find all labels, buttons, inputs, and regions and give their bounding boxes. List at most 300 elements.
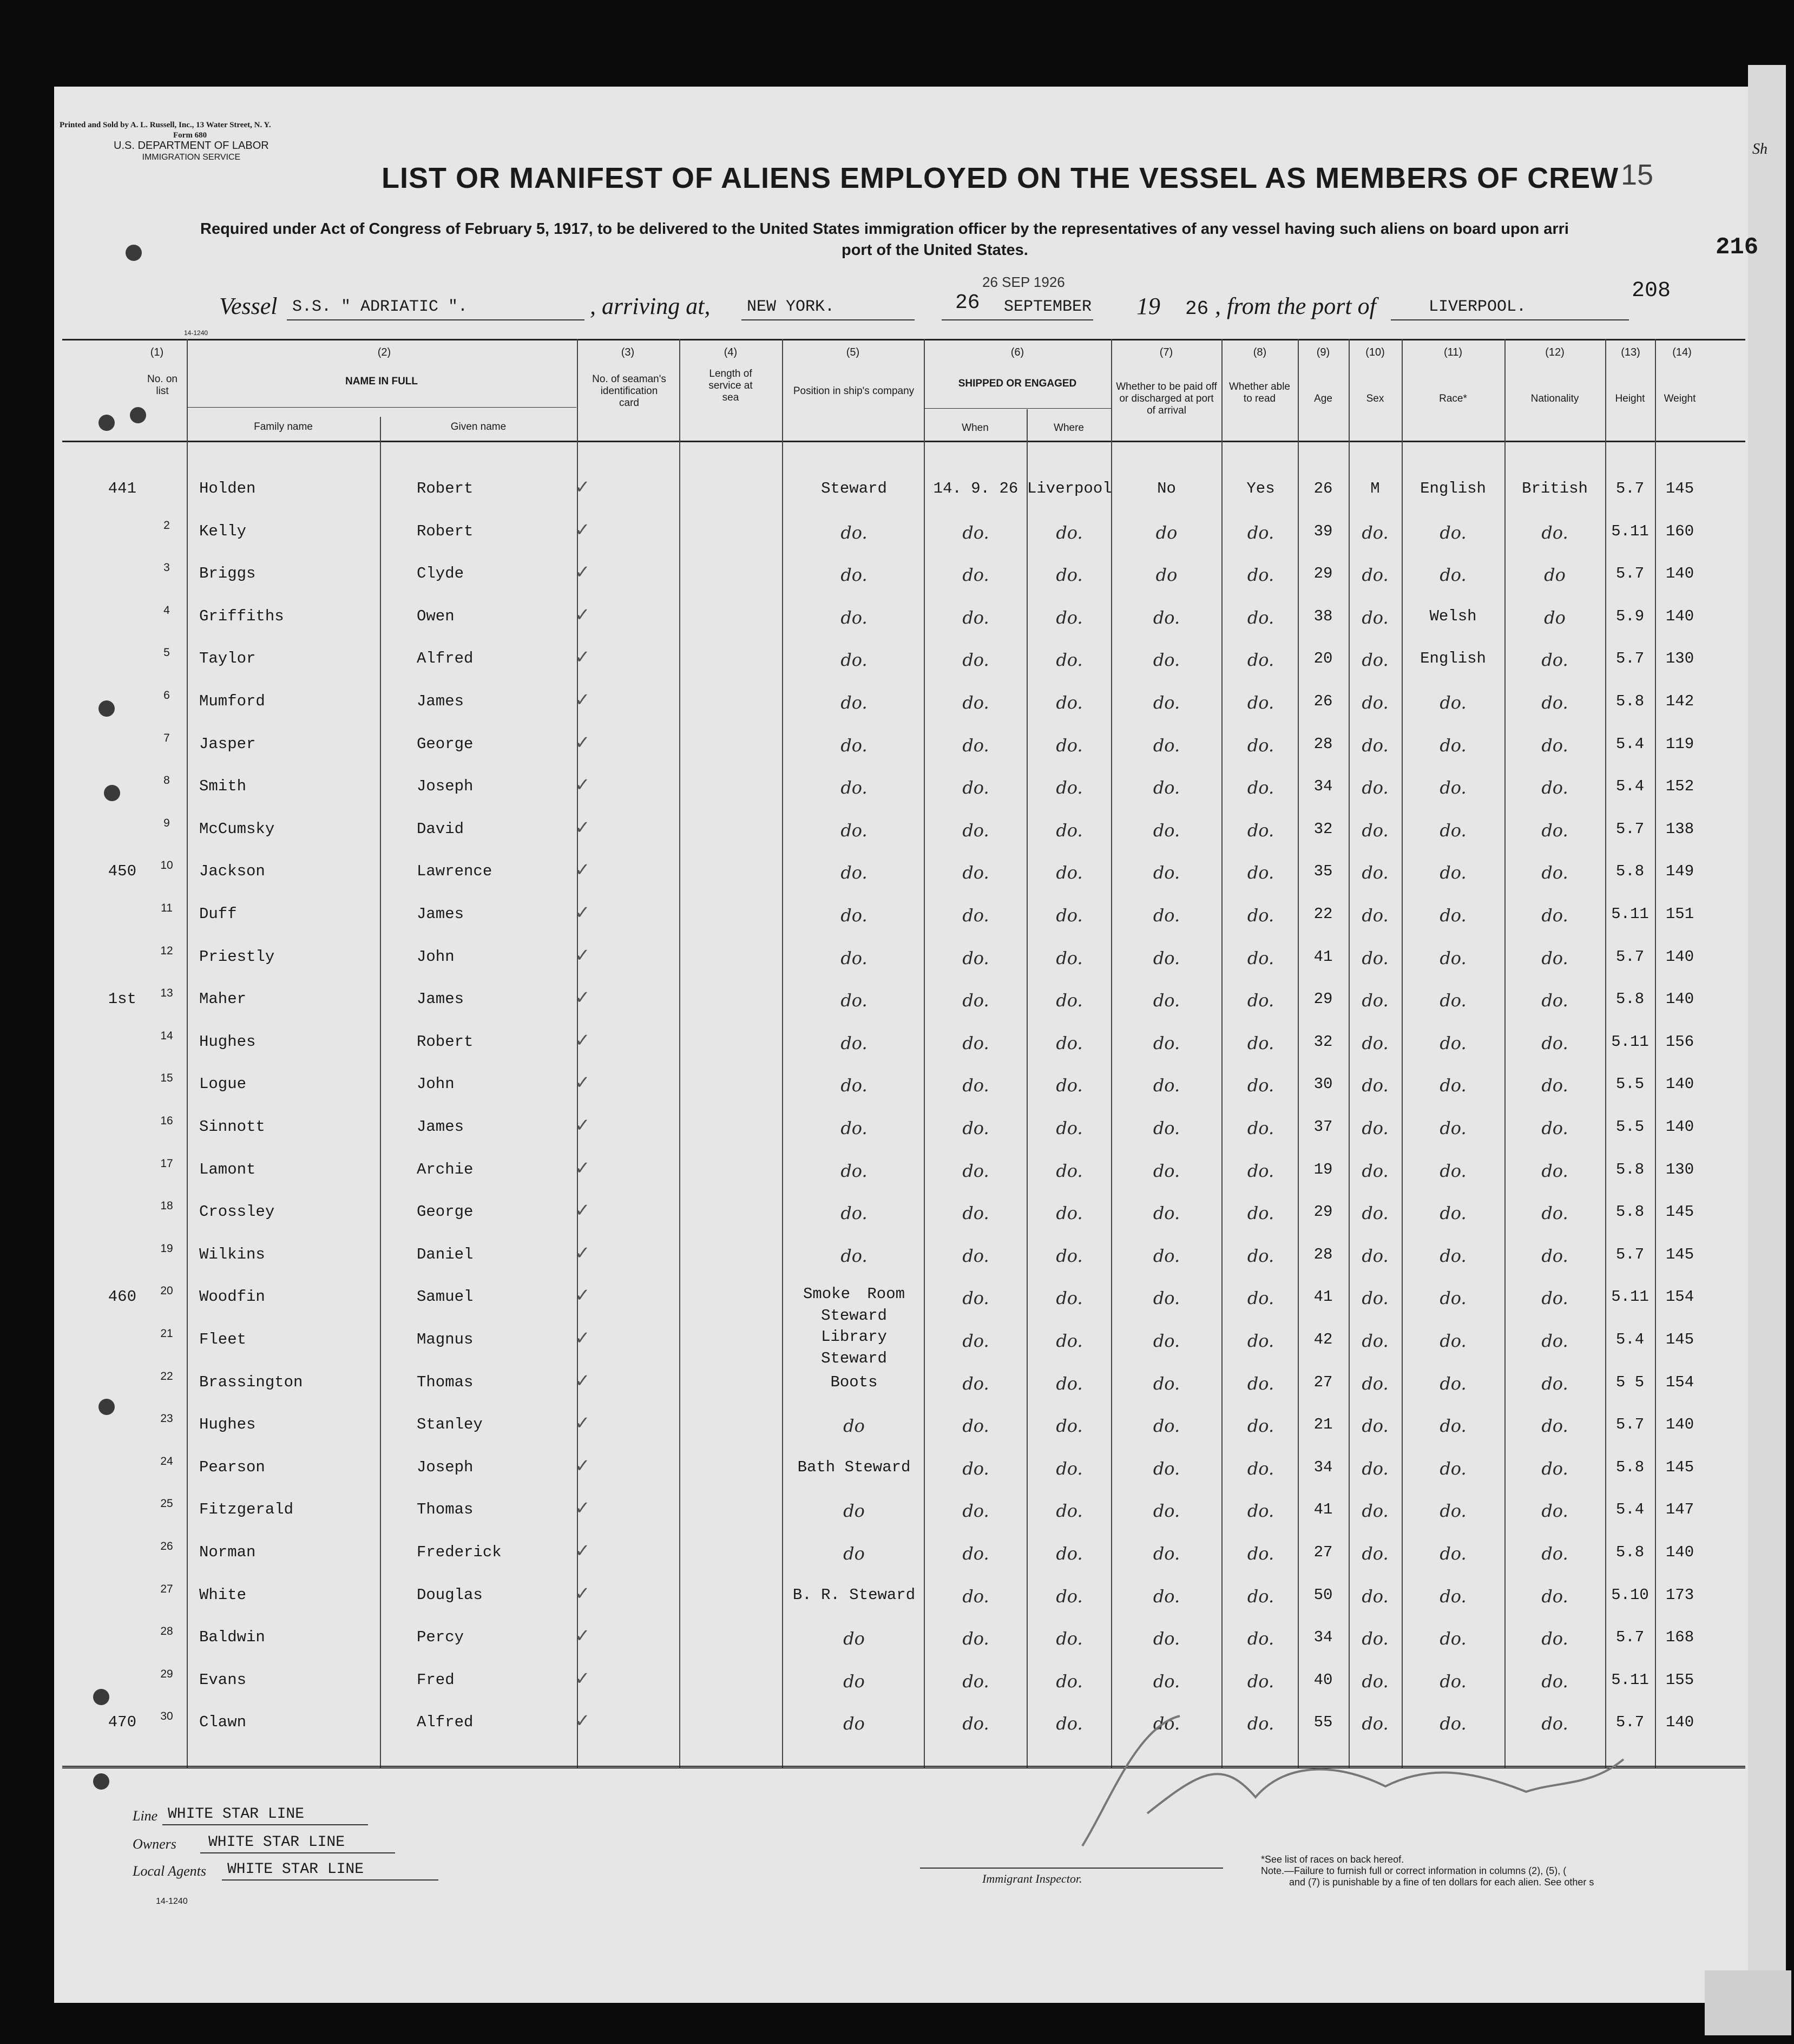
check-mark-icon: ✓ xyxy=(575,1030,590,1051)
able-to-read: do. xyxy=(1247,1203,1274,1224)
weight: 140 xyxy=(1665,1075,1694,1093)
family-name: Sinnott xyxy=(199,1118,265,1136)
shipped-when: do. xyxy=(962,565,989,586)
ship-position: do. xyxy=(840,947,868,968)
weight: 155 xyxy=(1665,1670,1694,1689)
age: 19 xyxy=(1313,1160,1333,1178)
able-to-read: Yes xyxy=(1246,480,1275,497)
row-number: 16 xyxy=(160,1115,173,1127)
check-mark-icon: ✓ xyxy=(575,817,590,838)
row-number: 15 xyxy=(160,1072,173,1085)
shipped-where: do. xyxy=(1056,1160,1083,1181)
row-number: 6 xyxy=(163,689,170,702)
height: 5.8 xyxy=(1615,990,1645,1008)
sex: do. xyxy=(1362,1373,1389,1394)
able-to-read: do. xyxy=(1247,1458,1274,1479)
shipped-when: do. xyxy=(962,820,989,841)
paid-off: do. xyxy=(1153,1203,1180,1224)
table-row xyxy=(0,1157,1794,1204)
shipped-where: do. xyxy=(1056,1288,1083,1309)
check-mark-icon: ✓ xyxy=(575,690,590,710)
punch-hole xyxy=(98,415,115,431)
header-paid-off: Whether to be paid off or discharged at port of arrival xyxy=(1116,381,1217,416)
check-mark-icon: ✓ xyxy=(575,775,590,796)
row-number: 4 xyxy=(163,604,170,617)
inspector-signature xyxy=(1061,1705,1634,1868)
nationality: do. xyxy=(1541,1458,1568,1479)
race: do. xyxy=(1440,862,1467,883)
check-mark-icon: ✓ xyxy=(575,1073,590,1093)
able-to-read: do. xyxy=(1247,1628,1274,1649)
family-name: Hughes xyxy=(199,1416,256,1434)
shipped-when: do. xyxy=(962,1075,989,1096)
row-number: 8 xyxy=(163,774,170,787)
table-row xyxy=(0,1327,1794,1374)
table-row xyxy=(0,859,1794,906)
ship-position: do xyxy=(843,1628,865,1649)
shipped-where: do. xyxy=(1056,1245,1083,1266)
nationality: do. xyxy=(1541,1118,1568,1138)
height: 5.7 xyxy=(1615,1628,1645,1647)
sex: do. xyxy=(1362,1245,1389,1266)
subtitle: Required under Act of Congress of February 5, 1917, to be delivered to the United States immigration officer by the representatives of any vessel having such aliens on board upon arri xyxy=(200,220,1569,238)
race: do. xyxy=(1440,820,1467,841)
from-port-label: , from the port of xyxy=(1215,293,1376,319)
given-name: Stanley xyxy=(417,1416,483,1434)
shipped-when: do. xyxy=(962,947,989,968)
age: 30 xyxy=(1313,1075,1333,1093)
nationality: do. xyxy=(1541,777,1568,798)
paid-off: do. xyxy=(1153,1331,1180,1351)
weight: 140 xyxy=(1665,607,1694,625)
able-to-read: do. xyxy=(1247,777,1274,798)
race: do. xyxy=(1440,1713,1467,1734)
sex: do. xyxy=(1362,1501,1389,1522)
table-row xyxy=(0,1625,1794,1672)
age: 21 xyxy=(1313,1416,1333,1434)
able-to-read: do. xyxy=(1247,1586,1274,1607)
department-name: U.S. DEPARTMENT OF LABOR xyxy=(114,140,269,152)
height: 5.11 xyxy=(1611,1288,1649,1306)
table-row xyxy=(0,689,1794,736)
sex: do. xyxy=(1362,607,1389,628)
shipped-where: do. xyxy=(1056,1501,1083,1522)
from-port: LIVERPOOL. xyxy=(1429,298,1527,316)
shipped-where: do. xyxy=(1056,990,1083,1011)
page-number: 216 xyxy=(1716,234,1759,261)
small-code: 14-1240 xyxy=(184,329,208,337)
col-num: (4) xyxy=(724,346,738,358)
given-name: James xyxy=(417,1118,464,1136)
shipped-where: Liverpool xyxy=(1027,480,1112,497)
shipped-when: do. xyxy=(962,1245,989,1266)
family-name: White xyxy=(199,1586,247,1604)
height: 5.11 xyxy=(1611,1670,1649,1689)
row-number: 18 xyxy=(160,1200,173,1213)
shipped-where: do. xyxy=(1056,862,1083,883)
able-to-read: do. xyxy=(1247,1416,1274,1437)
family-name: Griffiths xyxy=(199,607,284,625)
height: 5 5 xyxy=(1615,1373,1645,1391)
table-row xyxy=(0,902,1794,948)
nationality: do. xyxy=(1541,1416,1568,1437)
given-name: John xyxy=(417,1075,455,1093)
race: do. xyxy=(1440,522,1467,543)
given-name: Clyde xyxy=(417,565,464,583)
given-name: Archie xyxy=(417,1160,474,1178)
row-number: 20 xyxy=(160,1285,173,1298)
race: do. xyxy=(1440,1501,1467,1522)
sex: do. xyxy=(1362,1670,1389,1692)
nationality: do xyxy=(1544,607,1566,628)
shipped-where: do. xyxy=(1056,820,1083,841)
age: 50 xyxy=(1313,1586,1333,1604)
nationality: do xyxy=(1544,565,1566,586)
age: 39 xyxy=(1313,522,1333,540)
subtitle-line-2: port of the United States. xyxy=(842,241,1028,259)
weight: 160 xyxy=(1665,522,1694,540)
check-mark-icon: ✓ xyxy=(575,1413,590,1434)
family-name: Briggs xyxy=(199,565,256,583)
family-name: Norman xyxy=(199,1543,256,1561)
age: 26 xyxy=(1313,480,1333,497)
given-name: James xyxy=(417,990,464,1008)
given-name: Daniel xyxy=(417,1245,474,1263)
height: 5.7 xyxy=(1615,1713,1645,1732)
age: 38 xyxy=(1313,607,1333,625)
weight: 140 xyxy=(1665,565,1694,583)
age: 27 xyxy=(1313,1373,1333,1391)
shipped-where: do. xyxy=(1056,1203,1083,1224)
age: 40 xyxy=(1313,1670,1333,1689)
col-num: (8) xyxy=(1253,346,1267,358)
paid-off: do. xyxy=(1153,1543,1180,1564)
age: 34 xyxy=(1313,1628,1333,1647)
able-to-read: do. xyxy=(1247,1288,1274,1309)
header-sex: Sex xyxy=(1366,393,1384,404)
paid-off: do. xyxy=(1153,735,1180,756)
race: do. xyxy=(1440,905,1467,926)
shipped-when: do. xyxy=(962,1373,989,1394)
height: 5.8 xyxy=(1615,692,1645,710)
nationality: do. xyxy=(1541,1160,1568,1181)
race: do. xyxy=(1440,1032,1467,1053)
sex: do. xyxy=(1362,1032,1389,1053)
shipped-when: do. xyxy=(962,650,989,671)
given-name: David xyxy=(417,820,464,838)
table-row xyxy=(0,1115,1794,1161)
given-name: Thomas xyxy=(417,1373,474,1391)
check-mark-icon: ✓ xyxy=(575,1583,590,1604)
age: 42 xyxy=(1313,1331,1333,1348)
row-number: 14 xyxy=(160,1029,173,1042)
table-row xyxy=(0,1497,1794,1544)
shipped-when: do. xyxy=(962,1203,989,1224)
given-name: Fred xyxy=(417,1670,455,1689)
given-name: Lawrence xyxy=(417,862,492,881)
ship-position: Smoke Room Steward xyxy=(803,1285,905,1325)
height: 5.11 xyxy=(1611,1032,1649,1051)
service-name: IMMIGRATION SERVICE xyxy=(142,153,241,162)
punch-hole xyxy=(93,1773,109,1790)
able-to-read: do. xyxy=(1247,565,1274,586)
able-to-read: do. xyxy=(1247,1160,1274,1181)
shipped-when: do. xyxy=(962,1670,989,1692)
row-number: 23 xyxy=(160,1412,173,1425)
shipped-when: do. xyxy=(962,1628,989,1649)
race: do. xyxy=(1440,1118,1467,1138)
age: 41 xyxy=(1313,947,1333,966)
header-age: Age xyxy=(1314,393,1332,404)
able-to-read: do. xyxy=(1247,905,1274,926)
family-name: Hughes xyxy=(199,1032,256,1051)
ship-position: do xyxy=(843,1670,865,1692)
nationality: do. xyxy=(1541,1628,1568,1649)
paid-off: No xyxy=(1157,480,1176,497)
race: do. xyxy=(1440,1373,1467,1394)
sex: do. xyxy=(1362,1586,1389,1607)
penalty-note-cont: and (7) is punishable by a fine of ten dollars for each alien. See other s xyxy=(1289,1877,1594,1888)
given-name: Robert xyxy=(417,480,474,497)
race: do. xyxy=(1440,1245,1467,1266)
header-race: Race* xyxy=(1439,393,1467,404)
family-name: Smith xyxy=(199,777,247,796)
check-mark-icon: ✓ xyxy=(575,605,590,625)
table-row xyxy=(0,1242,1794,1289)
able-to-read: do. xyxy=(1247,1373,1274,1394)
given-name: Joseph xyxy=(417,1458,474,1476)
weight: 145 xyxy=(1665,480,1694,497)
able-to-read: do. xyxy=(1247,820,1274,841)
able-to-read: do. xyxy=(1247,522,1274,543)
height: 5.4 xyxy=(1615,735,1645,753)
table-row xyxy=(0,1412,1794,1459)
paid-off: do. xyxy=(1153,650,1180,671)
shipped-where: do. xyxy=(1056,1713,1083,1734)
form-number: Form 680 xyxy=(173,131,207,140)
folio-number: 208 xyxy=(1632,279,1671,303)
shipped-where: do. xyxy=(1056,777,1083,798)
race: do. xyxy=(1440,692,1467,713)
weight: 140 xyxy=(1665,947,1694,966)
ship-position: do xyxy=(843,1416,865,1437)
paid-off: do. xyxy=(1153,1458,1180,1479)
table-row xyxy=(0,1582,1794,1629)
able-to-read: do. xyxy=(1247,1543,1274,1564)
ship-position: Boots xyxy=(830,1373,878,1391)
weight: 130 xyxy=(1665,1160,1694,1178)
ship-position: Bath Steward xyxy=(797,1458,911,1476)
table-row xyxy=(0,519,1794,566)
check-mark-icon: ✓ xyxy=(575,860,590,881)
header-able-read: Whether able to read xyxy=(1228,381,1290,404)
weight: 149 xyxy=(1665,862,1694,881)
age: 26 xyxy=(1313,692,1333,710)
able-to-read: do. xyxy=(1247,1501,1274,1522)
ship-position: do. xyxy=(840,905,868,926)
paid-off: do. xyxy=(1153,1245,1180,1266)
ship-position: do. xyxy=(840,1245,868,1266)
ship-position: Steward xyxy=(821,480,887,497)
table-row xyxy=(0,816,1794,863)
shipped-when: do. xyxy=(962,1586,989,1607)
table-row xyxy=(0,944,1794,991)
shipped-where: do. xyxy=(1056,735,1083,756)
nationality: do. xyxy=(1541,1373,1568,1394)
shipped-when: do. xyxy=(962,1032,989,1053)
table-row xyxy=(0,477,1794,523)
sex: do. xyxy=(1362,1331,1389,1351)
weight: 140 xyxy=(1665,1416,1694,1434)
paid-off: do. xyxy=(1153,1118,1180,1138)
nationality: do. xyxy=(1541,1586,1568,1607)
family-name: Kelly xyxy=(199,522,247,540)
given-name: Robert xyxy=(417,522,474,540)
height: 5.4 xyxy=(1615,1331,1645,1348)
shipped-when: 14. 9. 26 xyxy=(933,480,1018,497)
paid-off: do xyxy=(1155,565,1178,586)
nationality: do. xyxy=(1541,1670,1568,1692)
weight: 152 xyxy=(1665,777,1694,796)
races-note: *See list of races on back hereof. xyxy=(1261,1854,1404,1865)
height: 5.5 xyxy=(1615,1075,1645,1093)
table-row xyxy=(0,731,1794,778)
line-label: Line xyxy=(133,1808,158,1824)
family-name: Baldwin xyxy=(199,1628,265,1647)
race: do. xyxy=(1440,1416,1467,1437)
nationality: do. xyxy=(1541,862,1568,883)
nationality: do. xyxy=(1541,1501,1568,1522)
row-number: 27 xyxy=(160,1582,173,1595)
family-name: Taylor xyxy=(199,650,256,668)
paid-off: do. xyxy=(1153,820,1180,841)
paid-off: do. xyxy=(1153,1075,1180,1096)
height: 5.7 xyxy=(1615,650,1645,668)
shipped-where: do. xyxy=(1056,1670,1083,1692)
family-name: Fitzgerald xyxy=(199,1501,294,1519)
paid-off: do. xyxy=(1153,1713,1180,1734)
shipped-where: do. xyxy=(1056,905,1083,926)
table-row xyxy=(0,1200,1794,1246)
shipped-when: do. xyxy=(962,1416,989,1437)
weight: 142 xyxy=(1665,692,1694,710)
family-name: McCumsky xyxy=(199,820,275,838)
shipped-when: do. xyxy=(962,1288,989,1309)
sex: do. xyxy=(1362,862,1389,883)
race: do. xyxy=(1440,1458,1467,1479)
given-name: Alfred xyxy=(417,1713,474,1732)
shipped-when: do. xyxy=(962,607,989,628)
age: 32 xyxy=(1313,820,1333,838)
given-name: Thomas xyxy=(417,1501,474,1519)
check-mark-icon: ✓ xyxy=(575,903,590,923)
col-num: (11) xyxy=(1443,346,1463,358)
shipped-where: do. xyxy=(1056,1458,1083,1479)
given-name: Magnus xyxy=(417,1331,474,1348)
family-name: Maher xyxy=(199,990,247,1008)
family-name: Jasper xyxy=(199,735,256,753)
check-mark-icon: ✓ xyxy=(575,520,590,540)
age: 32 xyxy=(1313,1032,1333,1051)
table-row xyxy=(0,1072,1794,1118)
header-height: Height xyxy=(1615,393,1645,404)
height: 5.7 xyxy=(1615,947,1645,966)
able-to-read: do. xyxy=(1247,1032,1274,1053)
able-to-read: do. xyxy=(1247,862,1274,883)
ship-position: do. xyxy=(840,862,868,883)
family-name: Mumford xyxy=(199,692,265,710)
weight: 140 xyxy=(1665,990,1694,1008)
col-num: (9) xyxy=(1316,346,1330,358)
arrival-month: SEPTEMBER xyxy=(1004,298,1092,316)
race: do. xyxy=(1440,1670,1467,1692)
shipped-where: do. xyxy=(1056,692,1083,713)
header-nationality: Nationality xyxy=(1530,393,1579,404)
given-name: Joseph xyxy=(417,777,474,796)
given-name: James xyxy=(417,692,464,710)
paid-off: do. xyxy=(1153,1586,1180,1607)
header-position: Position in ship's company xyxy=(793,385,915,397)
ship-position: do. xyxy=(840,990,868,1011)
nationality: do. xyxy=(1541,735,1568,756)
able-to-read: do. xyxy=(1247,990,1274,1011)
age: 20 xyxy=(1313,650,1333,668)
check-mark-icon: ✓ xyxy=(575,1498,590,1519)
owners-value: WHITE STAR LINE xyxy=(208,1834,345,1851)
sex: do. xyxy=(1362,1416,1389,1437)
nationality: do. xyxy=(1541,820,1568,841)
family-name: Evans xyxy=(199,1670,247,1689)
weight: 138 xyxy=(1665,820,1694,838)
col-num: (14) xyxy=(1672,346,1692,358)
penalty-note: Note.—Failure to furnish full or correct information in columns (2), (5), ( xyxy=(1261,1865,1567,1876)
age: 28 xyxy=(1313,1245,1333,1263)
weight: 119 xyxy=(1665,735,1694,753)
shipped-when: do. xyxy=(962,735,989,756)
race: do. xyxy=(1440,777,1467,798)
check-mark-icon: ✓ xyxy=(575,1286,590,1306)
given-name: Samuel xyxy=(417,1288,474,1306)
ship-position: B. R. Steward xyxy=(792,1586,916,1604)
ship-position: do. xyxy=(840,522,868,543)
row-number: 24 xyxy=(160,1455,173,1468)
row-number: 10 xyxy=(160,859,173,872)
shipped-where: do. xyxy=(1056,947,1083,968)
age: 41 xyxy=(1313,1288,1333,1306)
race: English xyxy=(1420,650,1486,668)
row-number: 9 xyxy=(163,816,170,829)
sex: do. xyxy=(1362,1713,1389,1734)
shipped-when: do. xyxy=(962,862,989,883)
race: do. xyxy=(1440,1543,1467,1564)
weight: 154 xyxy=(1665,1373,1694,1391)
shipped-where: do. xyxy=(1056,1373,1083,1394)
height: 5.4 xyxy=(1615,1501,1645,1519)
shipped-when: do. xyxy=(962,990,989,1011)
page-title: LIST OR MANIFEST OF ALIENS EMPLOYED ON THE VESSEL AS MEMBERS OF CREW xyxy=(382,162,1619,194)
nationality: do. xyxy=(1541,1075,1568,1096)
shipped-where: do. xyxy=(1056,1331,1083,1351)
row-number: 2 xyxy=(163,519,170,532)
family-name: Pearson xyxy=(199,1458,265,1476)
shipped-when: do. xyxy=(962,1331,989,1351)
row-number: 3 xyxy=(163,561,170,574)
header-no-on-list: No. on list xyxy=(147,374,178,397)
header-length-service: Length of service at sea xyxy=(708,368,753,403)
shipped-where: do. xyxy=(1056,650,1083,671)
table-row xyxy=(0,987,1794,1033)
col-num: (7) xyxy=(1159,346,1173,358)
